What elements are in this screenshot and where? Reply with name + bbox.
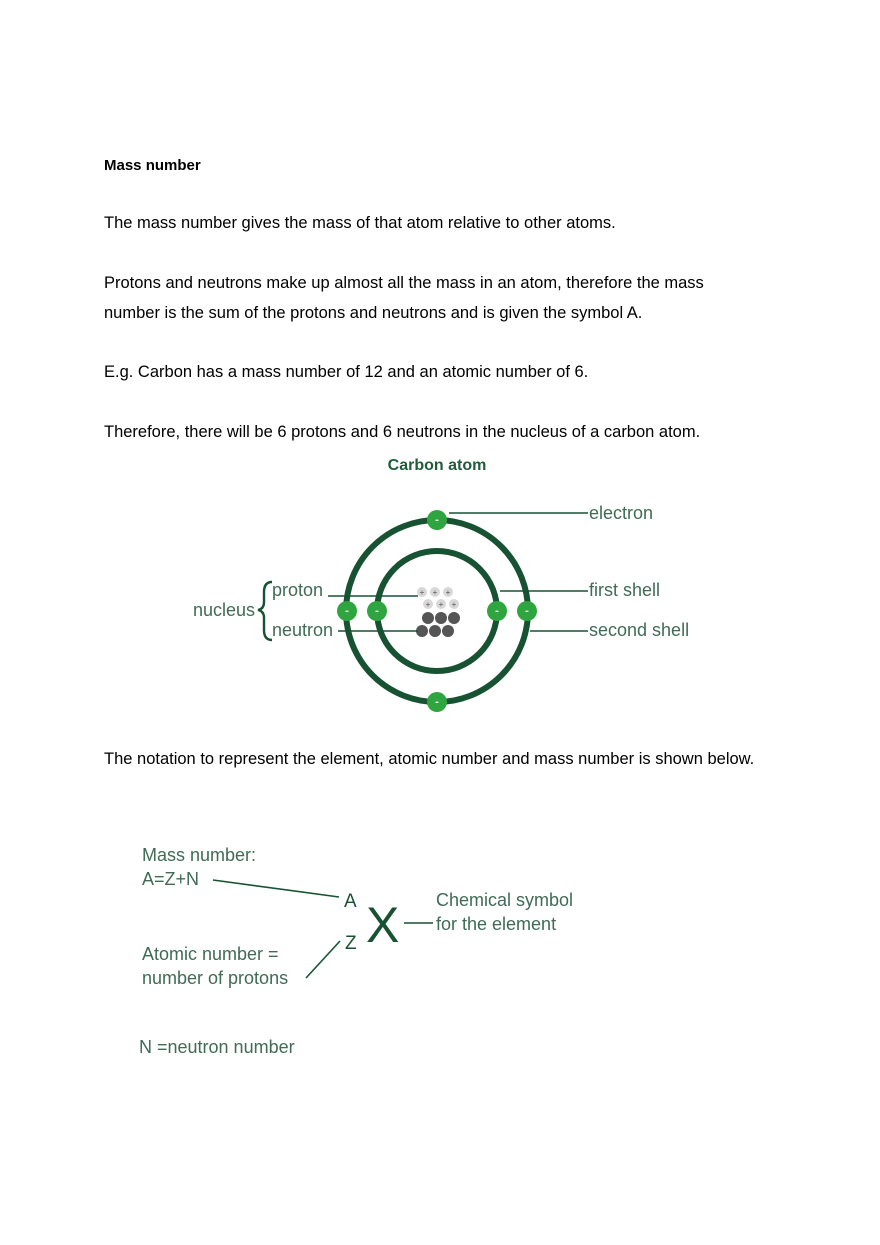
svg-text:-: - xyxy=(525,605,529,617)
svg-text:+: + xyxy=(432,588,438,597)
mass-number-label: Mass number: xyxy=(142,845,257,865)
svg-text:+: + xyxy=(445,588,451,597)
svg-text:-: - xyxy=(345,605,349,617)
chemical-symbol-label: Chemical symbol xyxy=(436,890,574,910)
mass-number-pointer xyxy=(213,880,339,897)
paragraph-mass-number-definition: The mass number gives the mass of that atom relative to other atoms. xyxy=(104,214,616,232)
neutron-number-label: N =neutron number xyxy=(139,1037,295,1057)
svg-text:-: - xyxy=(435,514,439,526)
symbol-Z: Z xyxy=(345,933,357,954)
svg-text:-: - xyxy=(495,605,499,617)
label-nucleus: nucleus xyxy=(192,600,255,620)
mass-number-formula: A=Z+N xyxy=(142,869,200,889)
paragraph-notation-intro: The notation to represent the element, atomic number and mass number is shown below. xyxy=(104,750,755,768)
svg-text:+: + xyxy=(425,600,431,609)
svg-text:-: - xyxy=(435,696,439,708)
atom-diagram-title: Carbon atom xyxy=(387,457,487,474)
section-heading: Mass number xyxy=(104,157,201,174)
paragraph-carbon-example: E.g. Carbon has a mass number of 12 and an atomic number of 6. xyxy=(104,363,589,381)
chemical-symbol-label-2: for the element xyxy=(436,914,557,934)
svg-text:+: + xyxy=(419,588,425,597)
svg-text:+: + xyxy=(451,600,457,609)
label-second-shell: second shell xyxy=(589,620,690,640)
svg-text:+: + xyxy=(438,600,444,609)
label-proton: proton xyxy=(272,580,324,600)
atomic-number-label: Atomic number = xyxy=(142,944,279,964)
paragraph-carbon-nucleus: Therefore, there will be 6 protons and 6 neutrons in the nucleus of a carbon atom. xyxy=(104,423,701,441)
symbol-A: A xyxy=(344,891,357,912)
label-first-shell: first shell xyxy=(589,580,661,600)
label-electron: electron xyxy=(589,503,654,523)
atomic-number-pointer xyxy=(306,941,340,978)
label-neutron: neutron xyxy=(272,620,334,640)
symbol-X: X xyxy=(366,897,400,953)
paragraph-protons-neutrons: Protons and neutrons make up almost all the mass in an atom, therefore the mass number is the sum of the protons and neutrons and is given the symbol A. xyxy=(104,274,704,322)
atomic-number-label-2: number of protons xyxy=(142,968,289,988)
svg-text:-: - xyxy=(375,605,379,617)
